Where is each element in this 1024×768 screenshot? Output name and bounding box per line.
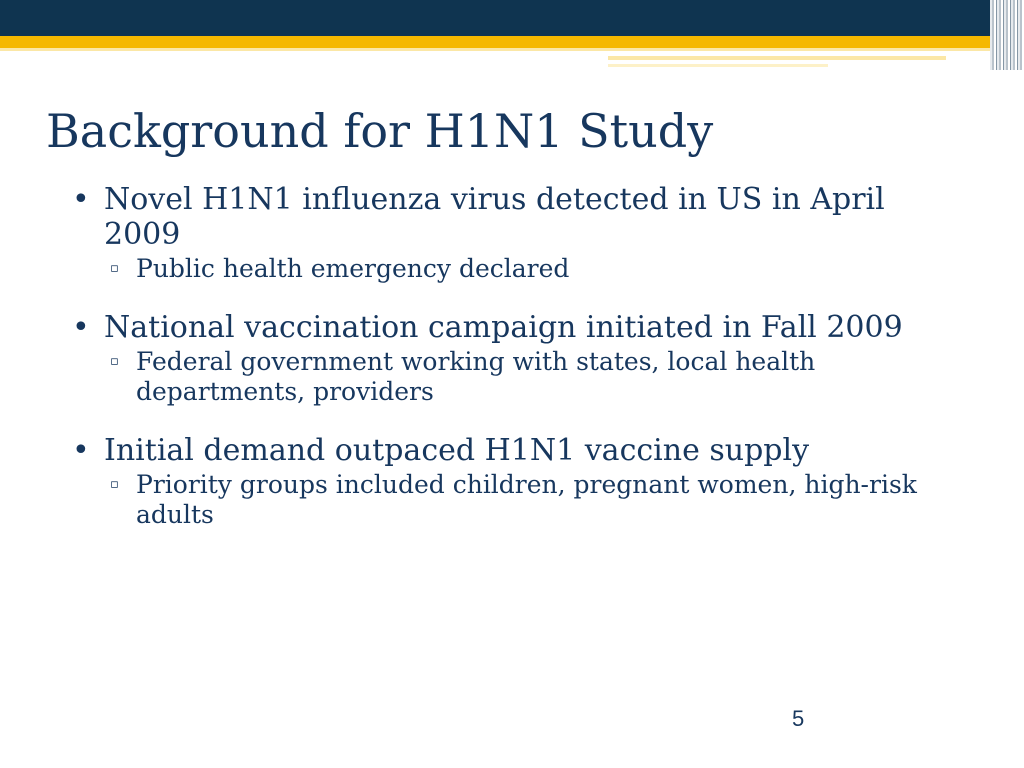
- accent-line-short: [608, 56, 946, 60]
- bullet-text: Initial demand outpaced H1N1 vaccine supply: [104, 433, 810, 468]
- bullet-text: National vaccination campaign initiated in Fall 2009: [104, 310, 903, 345]
- slide-title: Background for H1N1 Study: [46, 104, 714, 158]
- bullet-secondary: [72, 470, 952, 530]
- bullet-primary: [72, 182, 952, 252]
- bullet-square-icon: ▫: [110, 261, 119, 276]
- bullet-primary: [72, 310, 952, 345]
- slide-number: 5: [792, 706, 805, 731]
- bullet-item: [72, 182, 952, 284]
- sub-bullet-text: Public health emergency declared: [136, 254, 570, 283]
- bullet-text: Novel H1N1 influenza virus detected in US in April 2009: [104, 182, 885, 252]
- accent-line: [0, 48, 1024, 51]
- sub-bullet-text: Federal government working with states, local health departments, providers: [136, 347, 816, 406]
- bullet-square-icon: ▫: [110, 477, 119, 492]
- accent-line-shorter: [608, 64, 828, 67]
- bullet-dot-icon: •: [72, 310, 90, 345]
- sub-bullet-text: Priority groups included children, pregnant women, high-risk adults: [136, 470, 917, 529]
- accent-band: [0, 36, 1024, 48]
- bullet-secondary: [72, 347, 952, 407]
- bullet-dot-icon: •: [72, 433, 90, 468]
- bullet-item: [72, 433, 952, 530]
- header-bar: [0, 0, 1024, 36]
- bullet-secondary: [72, 254, 952, 284]
- bullet-dot-icon: •: [72, 182, 90, 217]
- bullet-square-icon: ▫: [110, 354, 119, 369]
- bullet-list: [72, 182, 952, 530]
- corner-stripes: [990, 0, 1024, 70]
- bullet-item: [72, 310, 952, 407]
- bullet-primary: [72, 433, 952, 468]
